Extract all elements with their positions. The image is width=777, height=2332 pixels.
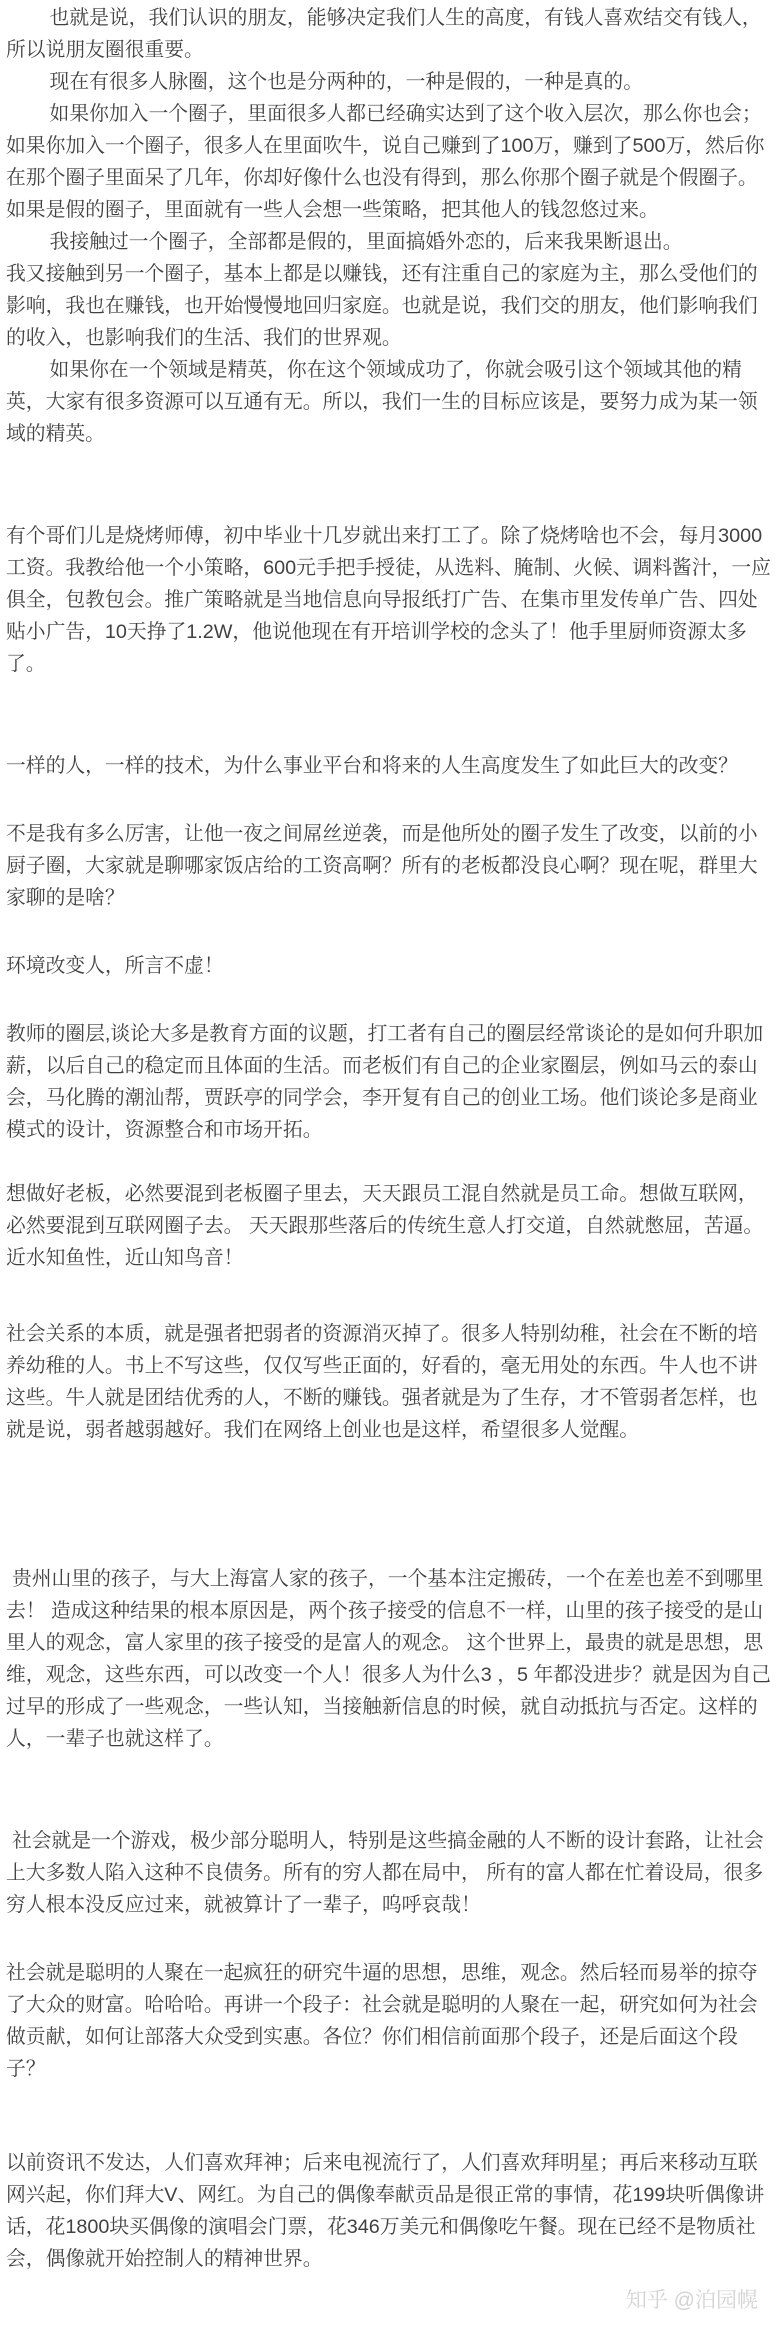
paragraph: 我接触过一个圈子，全部都是假的，里面搞婚外恋的，后来我果断退出。 [49,231,683,253]
paragraph: 社会关系的本质，就是强者把弱者的资源消灭掉了。很多人特别幼稚，社会在不断的培养幼稚的人。书上不写这些，仅仅写些正面的，好看的，毫无用处的东西。牛人也不讲这些。牛人就是团结优秀的人，不断的赚钱。强者就是为了生存，才不管弱者怎样，也就是说，弱者越弱越好。我们在网络上创业也是这样，希望很多人觉醒。 [6,1323,758,1441]
paragraph: 教师的圈层,谈论大多是教育方面的议题，打工者有自己的圈层经常谈论的是如何升职加薪，以后自己的稳定而且体面的生活。而老板们有自己的企业家圈层，例如马云的泰山会，马化腾的潮汕帮，贾跃亭的同学会，李开复有自己的创业工场。他们谈论多是商业模式的设计，资源整合和市场开拓。 [6,1023,764,1141]
paragraph: 如果你加入一个圈子，里面很多人都已经确实达到了这个收入层次，那么你也会；如果你加入一个圈子，很多人在里面吹牛，说自己赚到了100万，赚到了500万，然后你在那个圈子里面呆了几年，你却好像什么也没有得到，那么你那个圈子就是个假圈子。如果是假的圈子，里面就有一些人会想一些策略，把其他人的钱忽悠过来。 [6,103,765,221]
paragraph: 一样的人，一样的技术，为什么事业平台和将来的人生高度发生了如此巨大的改变？ [6,755,738,777]
paragraph: 想做好老板，必然要混到老板圈子里去，天天跟员工混自然就是员工命。想做互联网，必然要混到互联网圈子去。 天天跟那些落后的传统生意人打交道，自然就憋屈，苦逼。近水知鱼性，近山知鸟音！ [6,1183,764,1269]
paragraph: 环境改变人，所言不虚！ [6,955,224,977]
paragraph: 贵州山里的孩子，与大上海富人家的孩子，一个基本注定搬砖，一个在差也差不到哪里去！ 造成这种结果的根本原因是，两个孩子接受的信息不一样，山里的孩子接受的是山里人的观念，富人家里的孩子接受的是富人的观念。 这个世界上，最贵的就是思想，思维，观念，这些东西，可以改变一个人！很多人为什么3 ，5 年都没进步？就是因为自己过早的形成了一些观念，一些认知，当接触新信息的时候，就自动抵抗与否定。这样的人，一辈子也就这样了。 [6,1568,771,1750]
paragraph: 以前资讯不发达，人们喜欢拜神；后来电视流行了，人们喜欢拜明星；再后来移动互联网兴起，你们拜大V、网红。为自己的偶像奉献贡品是很正常的事情，花199块听偶像讲话，花1800块买偶像的演唱会门票，花346万美元和偶像吃午餐。现在已经不是物质社会，偶像就开始控制人的精神世界。 [6,2152,765,2270]
paragraph: 如果你在一个领域是精英，你在这个领域成功了，你就会吸引这个领域其他的精英，大家有很多资源可以互通有无。所以，我们一生的目标应该是，要努力成为某一领域的精英。 [6,359,758,445]
paragraph: 社会就是一个游戏，极少部分聪明人，特别是这些搞金融的人不断的设计套路，让社会上大多数人陷入这种不良债务。所有的穷人都在局中， 所有的富人都在忙着设局，很多穷人根本没反应过来，就被算计了一辈子，呜呼哀哉！ [6,1830,764,1916]
zhihu-watermark: 知乎 @泊园幌 [625,2289,758,2312]
paragraph: 有个哥们儿是烧烤师傅，初中毕业十几岁就出来打工了。除了烧烤啥也不会，每月3000工资。我教给他一个小策略，600元手把手授徒，从选料、腌制、火候、调料酱汁，一应俱全，包教包会。推广策略就是当地信息向导报纸打广告、在集市里发传单广告、四处贴小广告，10天挣了1.2W，他说他现在有开培训学校的念头了！他手里厨师资源太多了。 [6,525,771,675]
paragraph: 不是我有多么厉害，让他一夜之间屌丝逆袭，而是他所处的圈子发生了改变，以前的小厨子圈，大家就是聊哪家饭店给的工资高啊？所有的老板都没良心啊？现在呢，群里大家聊的是啥？ [6,823,758,909]
paragraph: 社会就是聪明的人聚在一起疯狂的研究牛逼的思想，思维，观念。然后轻而易举的掠夺了大众的财富。哈哈哈。再讲一个段子：社会就是聪明的人聚在一起，研究如何为社会做贡献，如何让部落大众受到实惠。各位？你们相信前面那个段子，还是后面这个段子？ [6,1962,758,2080]
paragraph: 现在有很多人脉圈，这个也是分两种的，一种是假的，一种是真的。 [49,71,643,93]
paragraph: 也就是说，我们认识的朋友，能够决定我们人生的高度，有钱人喜欢结交有钱人，所以说朋友圈很重要。 [6,7,762,61]
paragraph: 我又接触到另一个圈子，基本上都是以赚钱，还有注重自己的家庭为主，那么受他们的影响，我也在赚钱，也开始慢慢地回归家庭。也就是说，我们交的朋友，他们影响我们的收入，也影响我们的生活、我们的世界观。 [6,263,758,349]
